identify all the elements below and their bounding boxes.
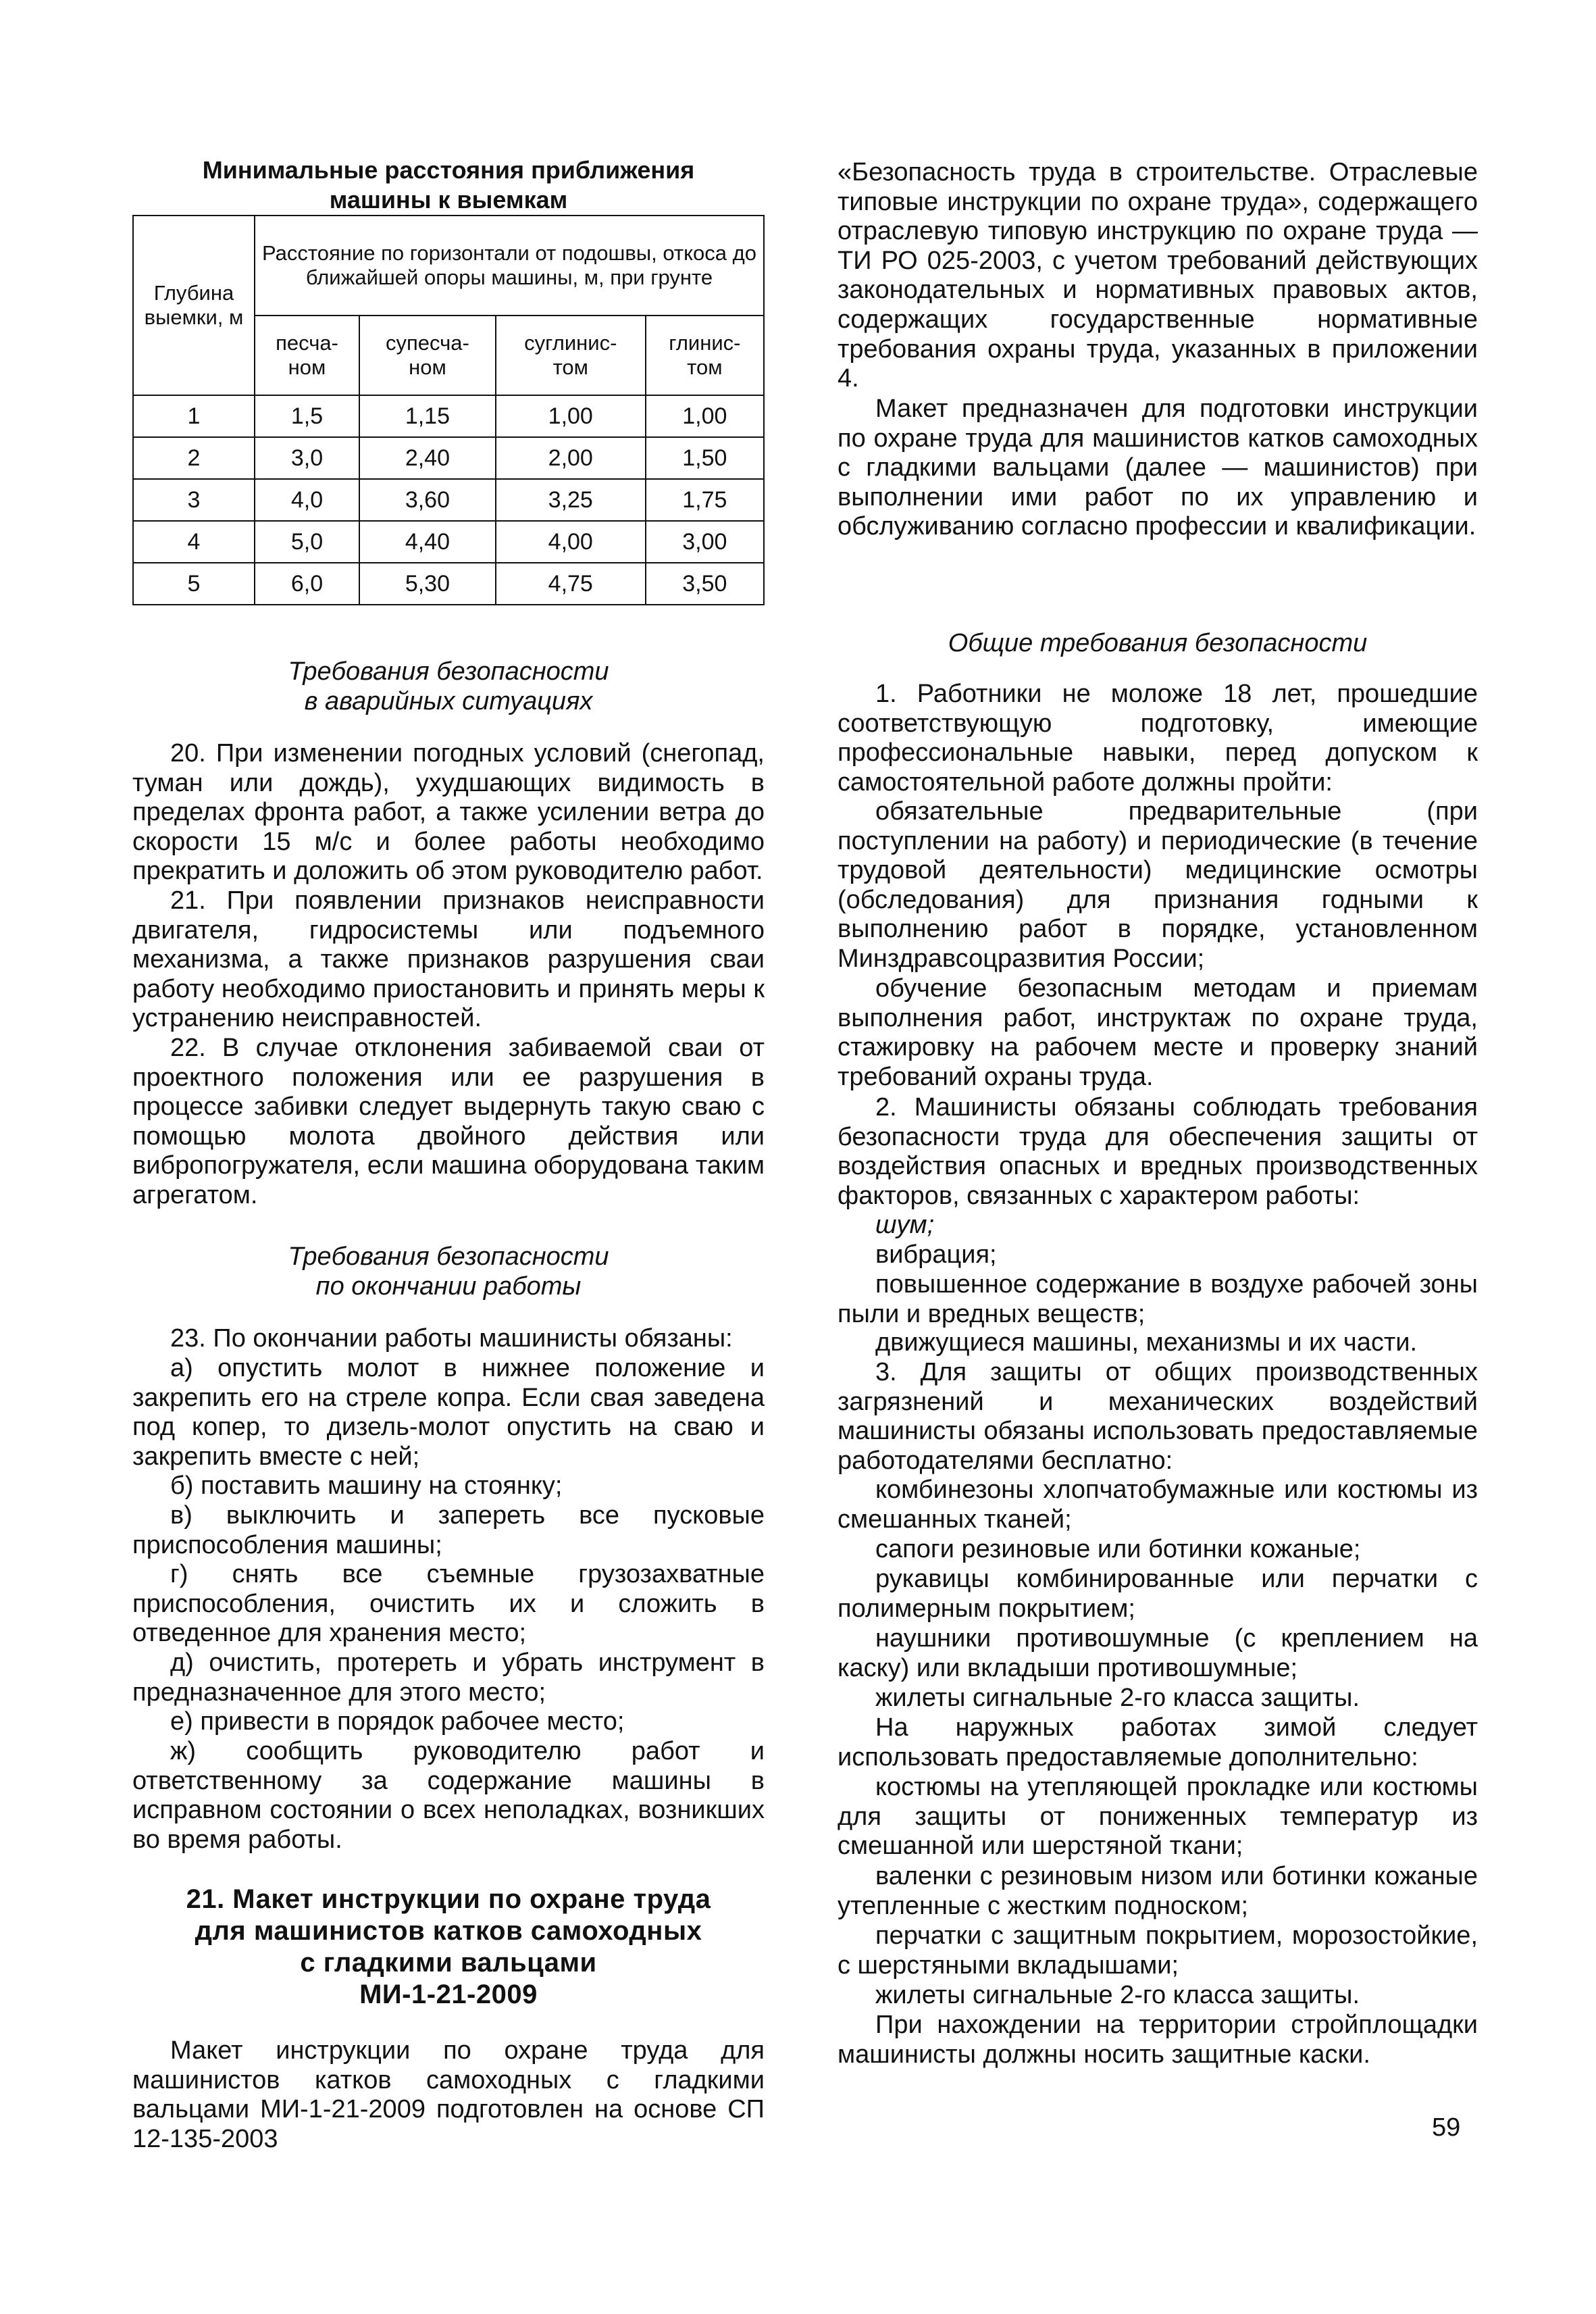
table-title-line2: машины к выемкам xyxy=(329,186,568,213)
end-of-work-heading xyxy=(132,1242,765,1301)
end-heading-line2: по окончании работы xyxy=(315,1272,582,1301)
table-row xyxy=(133,479,764,521)
cell-value: 4,00 xyxy=(496,521,646,563)
factor-vibration: вибрация; xyxy=(875,1240,997,1269)
end-heading-line1: Требования безопасности xyxy=(288,1242,609,1271)
paragraph-1b: обучение безопасным методам и приемам выполнения работ, инструктаж по охране труда, стажировку на рабочем месте и проверку знаний требований охраны труда. xyxy=(838,974,1478,1091)
cell-value: 3,60 xyxy=(359,479,496,521)
section-21-line3: с гладкими вальцами xyxy=(300,1948,597,1978)
winter-suits: костюмы на утепляющей прокладке или костюмы для защиты от пониженных температур из смешанной или шерстяной ткани; xyxy=(838,1773,1478,1861)
section-21-line1: 21. Макет инструкции по охране труда xyxy=(186,1884,711,1914)
paragraph-23b: б) поставить машину на стоянку; xyxy=(170,1472,563,1500)
paragraph-21: 21. При появлении признаков неисправности двигателя, гидросистемы или подъемного механизма, а также признаков разрушения сваи работу необходимо приостановить и принять меры к устранению неисправностей. xyxy=(132,886,765,1033)
cell-value: 1,50 xyxy=(646,437,764,479)
paragraph-1a: обязательные предварительные (при поступлении на работу) и периодические (в течение трудовой деятельности) медицинские осмотры (обследования) для признания годными к выполнению работ в порядке, установленном Минздравсоцразвития России; xyxy=(838,797,1478,973)
distance-table xyxy=(132,215,765,605)
table-row xyxy=(133,521,764,563)
paragraph-23c: в) выключить и запереть все пусковые приспособления машины; xyxy=(132,1501,765,1559)
cell-value: 3,25 xyxy=(496,479,646,521)
ppe-vests: жилеты сигнальные 2-го класса защиты. xyxy=(875,1684,1360,1712)
table-row xyxy=(133,563,764,605)
factor-machines: движущиеся машины, механизмы и их части. xyxy=(875,1328,1418,1357)
cell-value: 4,0 xyxy=(255,479,359,521)
helmets-paragraph: При нахождении на территории стройплощадки машинисты должны носить защитные каски. xyxy=(838,2011,1478,2069)
winter-paragraph: На наружных работах зимой следует использовать предоставляемые дополнительно: xyxy=(838,1713,1478,1771)
table-title-line1: Минимальные расстояния приближения xyxy=(202,156,695,184)
cell-value: 3,0 xyxy=(255,437,359,479)
header-soil-loam: суглинис- том xyxy=(496,316,646,395)
header-soil-sand: песча- ном xyxy=(255,316,359,395)
continued-paragraph: «Безопасность труда в строительстве. Отраслевые типовые инструкции по охране труда», содержащего отраслевую типовую инструкцию по охране труда — ТИ РО 025-2003, с учетом требований действующих законодательных и нормативных правовых актов, содержащих государственные нормативные требования охраны труда, указанных в приложении 4. xyxy=(838,158,1478,393)
paragraph-23e: д) очистить, протереть и убрать инструмент в предназначенное для этого место; xyxy=(132,1649,765,1707)
section-21-heading xyxy=(132,1884,765,2011)
cell-value: 2,40 xyxy=(359,437,496,479)
cell-depth: 5 xyxy=(133,563,255,605)
cell-value: 2,00 xyxy=(496,437,646,479)
paragraph-23: 23. По окончании работы машинисты обязаны: xyxy=(170,1324,733,1353)
cell-value: 1,00 xyxy=(496,395,646,437)
winter-vests: жилеты сигнальные 2-го класса защиты. xyxy=(875,1981,1360,2009)
paragraph-23f: е) привести в порядок рабочее место; xyxy=(170,1707,625,1736)
cell-depth: 1 xyxy=(133,395,255,437)
winter-gloves: перчатки с защитным покрытием, морозостойкие, с шерстяными вкладышами; xyxy=(838,1921,1478,1980)
cell-value: 4,75 xyxy=(496,563,646,605)
emergency-heading-line2: в аварийных ситуациях xyxy=(304,687,593,715)
paragraph-2: 2. Машинисты обязаны соблюдать требования безопасности труда для обеспечения защиты от воздействия опасных и вредных производственных факторов, связанных с характером работы: xyxy=(838,1093,1478,1210)
paragraph-20: 20. При изменении погодных условий (снегопад, туман или дождь), ухудшающих видимость в пределах фронта работ, а также усилении ветра до скорости 15 м/с и более работы необходимо прекратить и доложить об этом руководителю работ. xyxy=(132,739,765,886)
factor-noise: шум; xyxy=(875,1211,935,1239)
general-requirements-heading: Общие требования безопасности xyxy=(948,629,1368,657)
paragraph-1: 1. Работники не моложе 18 лет, прошедшие соответствующую подготовку, имеющие профессиональные навыки, перед допуском к самостоятельной работе должны пройти: xyxy=(838,680,1478,797)
header-soil-sandy-loam: супесча- ном xyxy=(359,316,496,395)
cell-value: 6,0 xyxy=(255,563,359,605)
factor-dust: повышенное содержание в воздухе рабочей зоны пыли и вредных веществ; xyxy=(838,1270,1478,1328)
cell-depth: 2 xyxy=(133,437,255,479)
table-title xyxy=(132,155,765,215)
paragraph-22: 22. В случае отклонения забиваемой сваи от проектного положения или ее разрушения в процессе забивки следует выдернуть такую сваю с помощью молота двойного действия или вибропогружателя, если машина оборудована таким агрегатом. xyxy=(132,1034,765,1209)
page-number: 59 xyxy=(1432,2113,1461,2142)
paragraph-23g: ж) сообщить руководителю работ и ответственному за содержание машины в исправном состоянии о всех неполадках, возникших во время работы. xyxy=(132,1737,765,1854)
ppe-gloves: рукавицы комбинированные или перчатки с полимерным покрытием; xyxy=(838,1565,1478,1623)
table-row xyxy=(133,437,764,479)
cell-value: 3,00 xyxy=(646,521,764,563)
header-distance: Расстояние по горизонтали от подошвы, откоса до ближайшей опоры машины, м, при грунте xyxy=(255,216,764,316)
paragraph-23a: а) опустить молот в нижнее положение и закрепить его на стреле копра. Если свая заведена под копер, то дизель-молот опустить на сваю и закрепить вместе с ней; xyxy=(132,1354,765,1471)
cell-value: 1,00 xyxy=(646,395,764,437)
ppe-boots: сапоги резиновые или ботинки кожаные; xyxy=(875,1535,1361,1563)
cell-depth: 4 xyxy=(133,521,255,563)
paragraph-3: 3. Для защиты от общих производственных загрязнений и механических воздействий машинисты обязаны использовать предоставляемые работодателями бесплатно: xyxy=(838,1358,1478,1475)
cell-value: 1,75 xyxy=(646,479,764,521)
cell-value: 4,40 xyxy=(359,521,496,563)
cell-value: 3,50 xyxy=(646,563,764,605)
purpose-paragraph: Макет предназначен для подготовки инструкции по охране труда для машинистов катков самоходных с гладкими вальцами (далее — машинистов) при выполнении ими работ по их управлению и обслуживанию согласно профессии и квалификации. xyxy=(838,395,1478,541)
paragraph-23d: г) снять все съемные грузозахватные приспособления, очистить их и сложить в отведенное для хранения место; xyxy=(132,1560,765,1648)
table-row xyxy=(133,395,764,437)
cell-depth: 3 xyxy=(133,479,255,521)
winter-boots: валенки с резиновым низом или ботинки кожаные утепленные с жестким подноском; xyxy=(838,1862,1478,1920)
intro-paragraph: Макет инструкции по охране труда для машинистов катков самоходных с гладкими вальцами МИ-1-21-2009 подготовлен на основе СП 12-135-2003 xyxy=(132,2036,765,2153)
ppe-overalls: комбинезоны хлопчатобумажные или костюмы из смешанных тканей; xyxy=(838,1476,1478,1534)
cell-value: 5,30 xyxy=(359,563,496,605)
section-21-line2: для машинистов катков самоходных xyxy=(195,1916,702,1946)
section-21-line4: МИ-1-21-2009 xyxy=(359,1980,538,2009)
ppe-earmuffs: наушники противошумные (с креплением на каску) или вкладыши противошумные; xyxy=(838,1624,1478,1682)
cell-value: 5,0 xyxy=(255,521,359,563)
emergency-heading xyxy=(132,657,765,716)
header-depth: Глубина выемки, м xyxy=(133,216,255,395)
cell-value: 1,15 xyxy=(359,395,496,437)
cell-value: 1,5 xyxy=(255,395,359,437)
header-soil-clay: глинис- том xyxy=(646,316,764,395)
emergency-heading-line1: Требования безопасности xyxy=(288,657,609,686)
